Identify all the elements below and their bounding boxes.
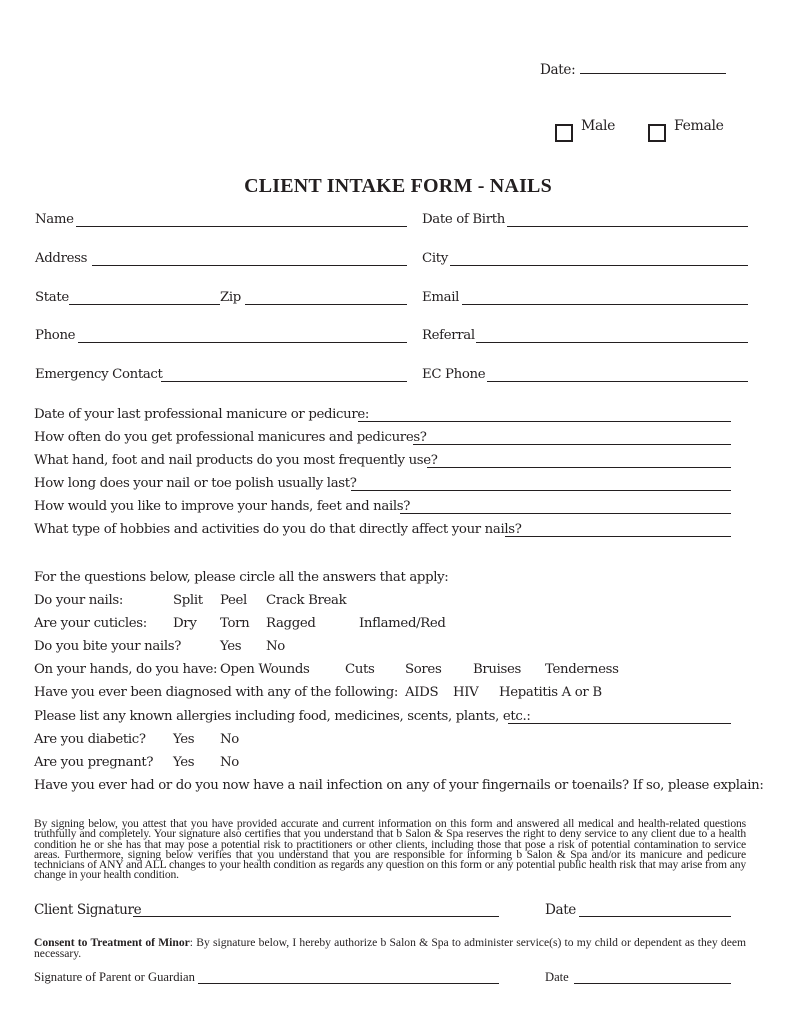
last-manicure-input[interactable] bbox=[358, 421, 731, 422]
name-input[interactable] bbox=[76, 226, 407, 227]
question-improve: How would you like to improve your hands, feet and nails? bbox=[34, 499, 411, 514]
address-input[interactable] bbox=[92, 265, 407, 266]
pregnant-question-label: Are you pregnant? bbox=[34, 755, 154, 770]
state-label: State bbox=[35, 290, 69, 305]
option-bite-yes[interactable]: Yes bbox=[220, 639, 242, 654]
minor-consent-heading: Consent to Treatment of Minor bbox=[34, 936, 190, 949]
polish-duration-input[interactable] bbox=[351, 490, 731, 491]
option-hiv[interactable]: HIV bbox=[453, 685, 479, 700]
option-inflamed-red[interactable]: Inflamed/Red bbox=[359, 616, 446, 631]
guardian-date-input[interactable] bbox=[574, 983, 731, 984]
option-diabetic-yes[interactable]: Yes bbox=[173, 732, 195, 747]
improve-input[interactable] bbox=[400, 513, 731, 514]
zip-label: Zip bbox=[220, 290, 241, 305]
allergies-question-label: Please list any known allergies including food, medicines, scents, plants, etc.: bbox=[34, 709, 531, 724]
male-label: Male bbox=[581, 118, 616, 134]
minor-consent-text: : By signature below, I hereby authorize b Salon & Spa to administer service(s) to my child or dependent as they deem necessary. bbox=[34, 936, 747, 960]
guardian-signature-input[interactable] bbox=[198, 983, 499, 984]
option-tenderness[interactable]: Tenderness bbox=[545, 662, 619, 677]
client-signature-label: Client Signature bbox=[34, 902, 142, 918]
nail-infection-question-label: Have you ever had or do you now have a nail infection on any of your fingernails or toenails? If so, please explain: bbox=[34, 778, 764, 793]
client-date-label: Date bbox=[545, 902, 576, 918]
client-signature-input[interactable] bbox=[133, 916, 499, 917]
date-of-birth-label: Date of Birth bbox=[422, 212, 505, 227]
question-hobbies: What type of hobbies and activities do you do that directly affect your nails? bbox=[34, 522, 522, 537]
male-checkbox[interactable] bbox=[555, 124, 573, 142]
date-of-birth-input[interactable] bbox=[507, 226, 748, 227]
city-input[interactable] bbox=[450, 265, 748, 266]
option-dry[interactable]: Dry bbox=[173, 616, 197, 631]
option-sores[interactable]: Sores bbox=[405, 662, 442, 677]
option-peel[interactable]: Peel bbox=[220, 593, 247, 608]
question-frequency: How often do you get professional manicures and pedicures? bbox=[34, 430, 427, 445]
option-cuts[interactable]: Cuts bbox=[345, 662, 375, 677]
page-title: CLIENT INTAKE FORM - NAILS bbox=[244, 175, 552, 197]
phone-input[interactable] bbox=[78, 342, 407, 343]
option-hepatitis[interactable]: Hepatitis A or B bbox=[499, 685, 602, 700]
referral-label: Referral bbox=[422, 328, 475, 343]
date-input[interactable] bbox=[580, 73, 726, 74]
option-open-wounds[interactable]: Open Wounds bbox=[220, 662, 310, 677]
option-crack-break[interactable]: Crack Break bbox=[266, 593, 347, 608]
referral-input[interactable] bbox=[476, 342, 748, 343]
diagnosed-question-label: Have you ever been diagnosed with any of the following: bbox=[34, 685, 399, 700]
female-label: Female bbox=[674, 118, 724, 134]
ec-phone-input[interactable] bbox=[487, 381, 748, 382]
option-aids[interactable]: AIDS bbox=[405, 685, 439, 700]
guardian-signature-label: Signature of Parent or Guardian bbox=[34, 970, 195, 984]
option-bite-no[interactable]: No bbox=[266, 639, 285, 654]
address-label: Address bbox=[35, 251, 88, 266]
cuticles-question-label: Are your cuticles: bbox=[34, 616, 147, 631]
zip-input[interactable] bbox=[245, 304, 407, 305]
name-label: Name bbox=[35, 212, 74, 227]
bite-nails-question-label: Do you bite your nails? bbox=[34, 639, 181, 654]
option-bruises[interactable]: Bruises bbox=[473, 662, 522, 677]
email-input[interactable] bbox=[462, 304, 748, 305]
question-products: What hand, foot and nail products do you most frequently use? bbox=[34, 453, 438, 468]
option-split[interactable]: Split bbox=[173, 593, 203, 608]
email-label: Email bbox=[422, 290, 459, 305]
hands-question-label: On your hands, do you have: bbox=[34, 662, 218, 677]
option-diabetic-no[interactable]: No bbox=[220, 732, 239, 747]
circle-instructions: For the questions below, please circle all the answers that apply: bbox=[34, 570, 449, 585]
question-last-manicure: Date of your last professional manicure or pedicure: bbox=[34, 407, 370, 422]
emergency-contact-input[interactable] bbox=[161, 381, 407, 382]
ec-phone-label: EC Phone bbox=[422, 367, 486, 382]
city-label: City bbox=[422, 251, 448, 266]
phone-label: Phone bbox=[35, 328, 76, 343]
option-pregnant-yes[interactable]: Yes bbox=[173, 755, 195, 770]
products-input[interactable] bbox=[427, 467, 731, 468]
option-pregnant-no[interactable]: No bbox=[220, 755, 239, 770]
frequency-input[interactable] bbox=[413, 444, 731, 445]
hobbies-input[interactable] bbox=[505, 536, 731, 537]
minor-consent bbox=[34, 937, 746, 959]
date-label: Date: bbox=[540, 62, 576, 78]
emergency-contact-label: Emergency Contact bbox=[35, 367, 163, 382]
guardian-date-label: Date bbox=[545, 970, 569, 984]
attestation-text: By signing below, you attest that you have provided accurate and current information on this form and answered all medical and health-related questions truthfully and completely. Your signature also certifies that you understand that b Salon & Spa reserves the right to deny service to any client due to a health condition he or she has that may pose a potential risk to practitioners or other clients, including those that pose a risk of potential contamination to service areas. Furthermore, signing below verifies that you understand that you are responsible for informing b Salon & Spa and/or its manicure and pedicure technicians of ANY and ALL changes to your health condition as regards any question on this form or any potential public health risk that may arise from any change in your health condition. bbox=[34, 817, 746, 882]
diabetic-question-label: Are you diabetic? bbox=[34, 732, 146, 747]
nails-question-label: Do your nails: bbox=[34, 593, 123, 608]
client-date-input[interactable] bbox=[579, 916, 731, 917]
allergies-input[interactable] bbox=[508, 723, 731, 724]
option-torn[interactable]: Torn bbox=[220, 616, 250, 631]
option-ragged[interactable]: Ragged bbox=[266, 616, 316, 631]
female-checkbox[interactable] bbox=[648, 124, 666, 142]
state-input[interactable] bbox=[69, 304, 220, 305]
question-polish-duration: How long does your nail or toe polish usually last? bbox=[34, 476, 357, 491]
